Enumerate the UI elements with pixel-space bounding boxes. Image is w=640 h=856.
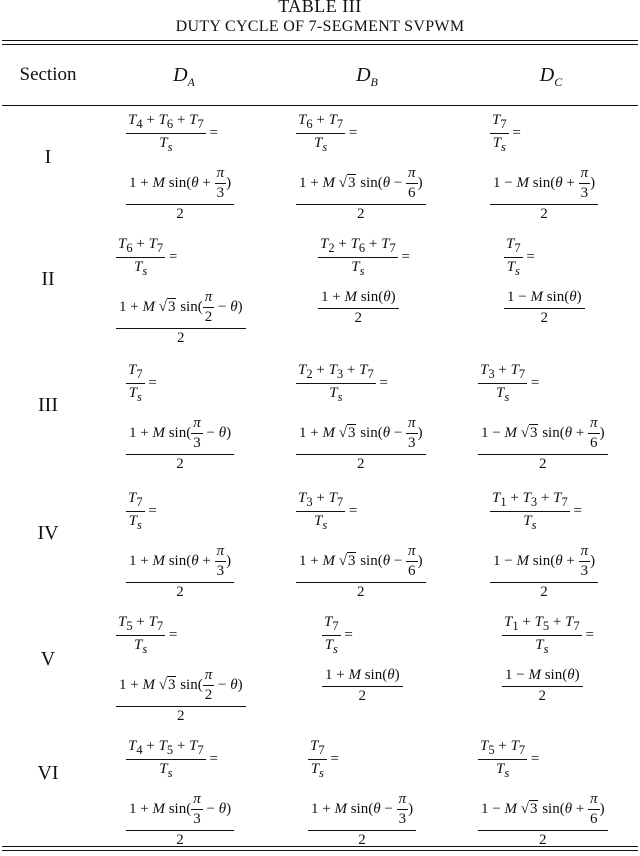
duty-formula: $\frac{T_2 + T_6 + T_7}{T_s}$ = $\frac{\text{1 + M sin(θ)}}{2}$ bbox=[320, 236, 410, 326]
duty-formula: $\frac{T_7}{T_s}$ = $\frac{\text{1 + M sin(θ)}}{2}$ bbox=[322, 614, 403, 705]
duty-formula: $\frac{T_5 + T_7}{T_s}$ = 1 − M √3 sin(θ + $\frac{\pi}{6}$ ) 2 bbox=[478, 738, 608, 849]
duty-formula: $\frac{T_4 + T_6 + T_7}{T_s}$ = 1 + M sin(θ + $\frac{\pi}{3}$ ) 2 bbox=[126, 112, 234, 223]
bottom-rule-2 bbox=[2, 850, 638, 851]
section-label: VI bbox=[37, 762, 59, 784]
duty-formula: $\frac{T_6 + T_7}{T_s}$ = 1 + M √3 sin(θ − $\frac{\pi}{6}$ ) 2 bbox=[296, 112, 426, 223]
duty-formula: $\frac{T_7}{T_s}$ = 1 + M sin( $\frac{\pi}{3}$ − θ) 2 bbox=[126, 362, 234, 473]
section-label: I bbox=[44, 146, 52, 168]
top-rule bbox=[2, 40, 638, 41]
section-label: III bbox=[38, 394, 58, 416]
duty-formula: $\frac{T_1 + T_5 + T_7}{T_s}$ = $\frac{\text{1 − M sin(θ)}}{2}$ bbox=[504, 614, 594, 704]
duty-formula: $\frac{T_6 + T_7}{T_s}$ = 1 + M √3 sin( $\frac{\pi}{2}$ − θ) 2 bbox=[116, 236, 246, 347]
duty-formula: $\frac{T_2 + T_3 + T_7}{T_s}$ = 1 + M √3 sin(θ − $\frac{\pi}{3}$ ) 2 bbox=[296, 362, 426, 473]
duty-formula: $\frac{T_7}{T_s}$ = $\frac{\text{1 − M sin(θ)}}{2}$ bbox=[504, 236, 585, 327]
duty-formula: $\frac{T_4 + T_5 + T_7}{T_s}$ = 1 + M sin( $\frac{\pi}{3}$ − θ) 2 bbox=[126, 738, 234, 849]
header-da: $D_A$ bbox=[173, 64, 195, 89]
table-title: TABLE III bbox=[278, 0, 362, 16]
header-section: Section bbox=[19, 64, 77, 85]
duty-formula: $\frac{T_1 + T_3 + T_7}{T_s}$ = 1 − M sin(θ + $\frac{\pi}{3}$ ) 2 bbox=[490, 490, 598, 601]
table-subtitle: DUTY CYCLE OF 7-SEGMENT SVPWM bbox=[175, 18, 465, 35]
top-rule-2 bbox=[2, 44, 638, 45]
duty-formula: $\frac{T_7}{T_s}$ = 1 + M sin(θ − $\frac{\pi}{3}$ ) 2 bbox=[308, 738, 416, 849]
duty-formula: $\frac{T_5 + T_7}{T_s}$ = 1 + M √3 sin( $\frac{\pi}{2}$ − θ) 2 bbox=[116, 614, 246, 725]
duty-formula: $\frac{T_3 + T_7}{T_s}$ = 1 − M √3 sin(θ + $\frac{\pi}{6}$ ) 2 bbox=[478, 362, 608, 473]
duty-formula: $\frac{T_7}{T_s}$ = 1 − M sin(θ + $\frac{\pi}{3}$ ) 2 bbox=[490, 112, 598, 223]
section-label: II bbox=[41, 268, 55, 290]
header-dc: $D_C$ bbox=[539, 64, 563, 89]
header-db: $D_B$ bbox=[356, 64, 378, 89]
duty-formula: $\frac{T_7}{T_s}$ = 1 + M sin(θ + $\frac{\pi}{3}$ ) 2 bbox=[126, 490, 234, 601]
section-label: V bbox=[40, 648, 56, 670]
header-rule bbox=[2, 105, 638, 106]
section-label: IV bbox=[37, 522, 59, 544]
duty-formula: $\frac{T_3 + T_7}{T_s}$ = 1 + M √3 sin(θ − $\frac{\pi}{6}$ ) 2 bbox=[296, 490, 426, 601]
